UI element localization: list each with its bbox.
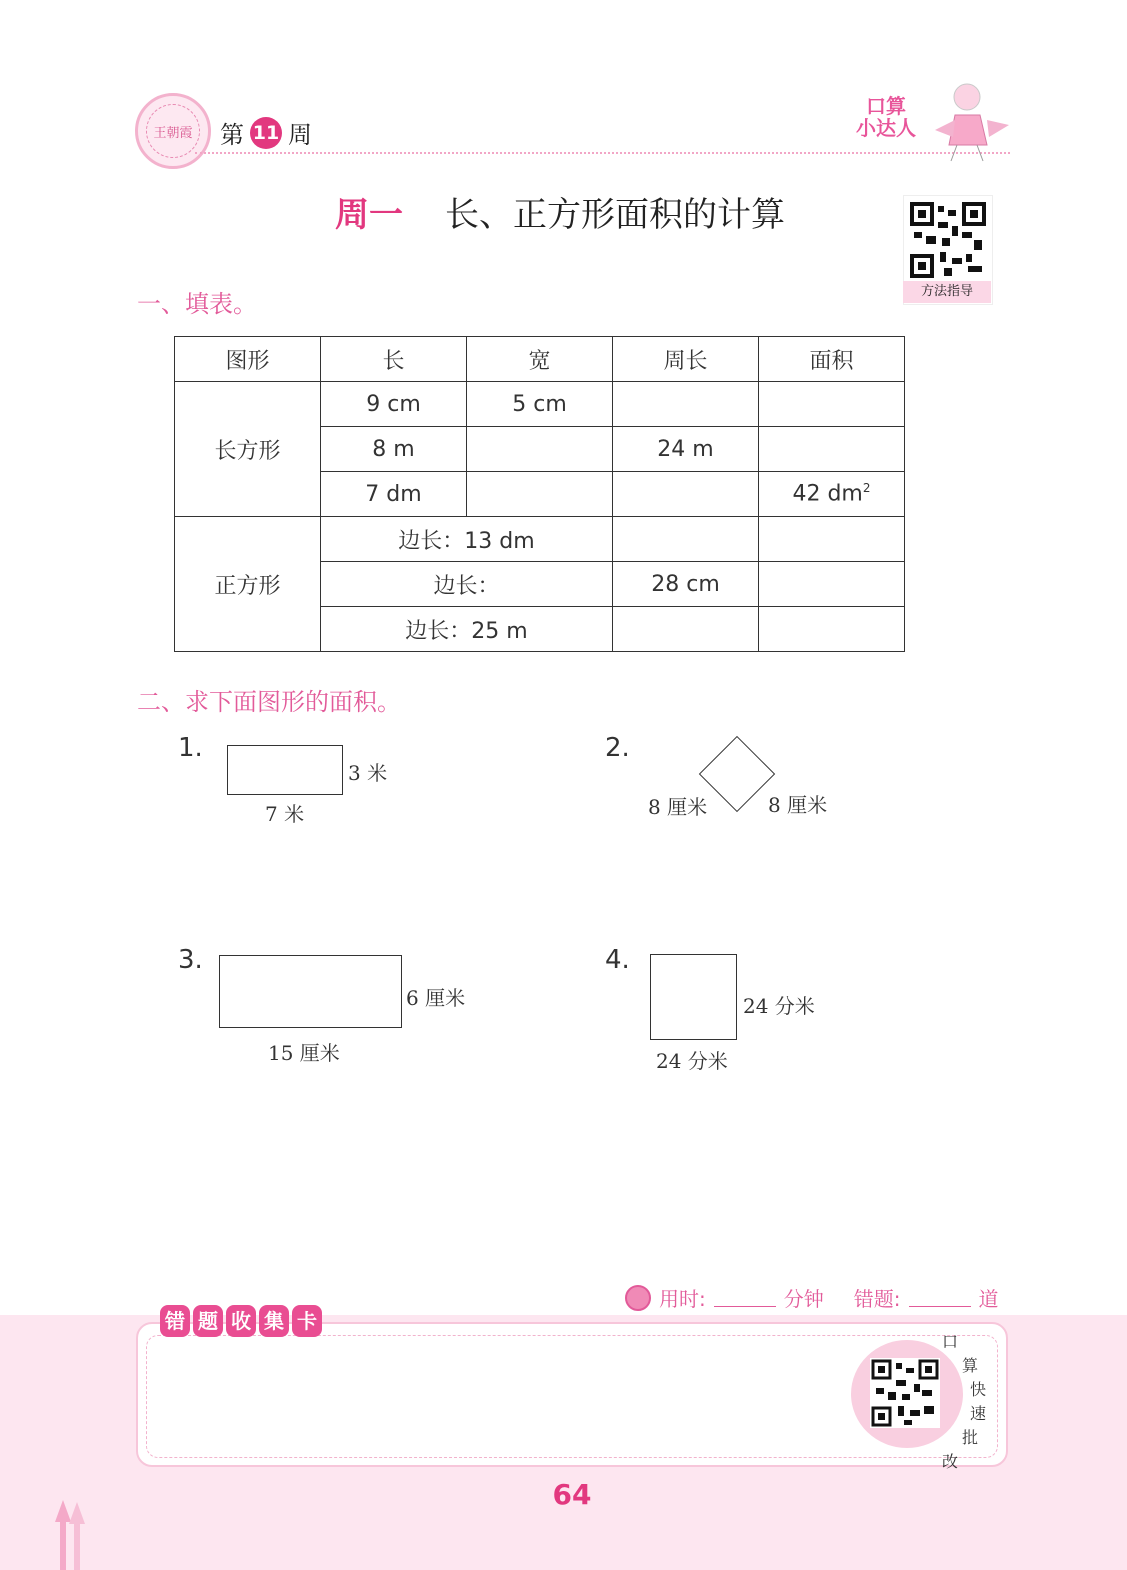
column-header: 长 <box>321 337 467 382</box>
mascot-illustration <box>925 75 1015 165</box>
time-label: 用时: <box>659 1287 706 1311</box>
page-number: 64 <box>552 1478 592 1511</box>
shape-label-square: 正方形 <box>175 517 321 652</box>
day-title: 周一 <box>335 195 403 235</box>
answer-cell[interactable] <box>759 562 905 607</box>
square-figure <box>650 954 737 1040</box>
answer-cell[interactable] <box>613 517 759 562</box>
arrow-up-icon <box>55 1500 89 1570</box>
brand-line1: 口算 <box>866 94 906 118</box>
table-cell: 边长：25 m <box>321 607 613 652</box>
answer-cell[interactable] <box>759 607 905 652</box>
answer-cell[interactable] <box>613 607 759 652</box>
time-unit: 分钟 <box>783 1287 824 1311</box>
width-label: 7 米 <box>265 802 305 826</box>
quick-grade-char: 速 <box>970 1404 987 1423</box>
problem-number: 1. <box>178 733 203 763</box>
table-cell: 8 m <box>321 427 467 472</box>
table-row <box>175 517 905 562</box>
side-label-right: 8 厘米 <box>768 793 828 817</box>
brand-line2: 小达人 <box>856 116 916 140</box>
section1-heading: 一、填表。 <box>137 290 257 318</box>
card-title-char: 错 <box>160 1305 190 1337</box>
quick-grade-char: 批 <box>962 1428 979 1447</box>
answer-cell[interactable] <box>467 472 613 517</box>
week-prefix: 第 <box>220 121 244 149</box>
rectangle-figure <box>227 745 343 795</box>
square-figure-rotated <box>699 736 775 812</box>
card-title-char: 收 <box>226 1305 256 1337</box>
week-number-badge: 11 <box>250 117 282 149</box>
area-value: 42 dm <box>792 481 863 507</box>
table-cell[interactable]: 边长： <box>321 562 613 607</box>
table-row <box>175 382 905 427</box>
quick-grade-char: 快 <box>970 1380 987 1399</box>
answer-cell[interactable] <box>467 427 613 472</box>
quick-grade-label <box>942 1330 986 1474</box>
answer-cell[interactable] <box>613 472 759 517</box>
week-label <box>220 115 312 150</box>
table-cell: 边长：13 dm <box>321 517 613 562</box>
brand-logo <box>852 95 920 145</box>
column-header: 面积 <box>759 337 905 382</box>
logo-text: 王朝霞 <box>146 104 200 158</box>
width-label: 24 分米 <box>656 1049 728 1073</box>
method-guide-label: 方法指导 <box>903 281 991 303</box>
answer-cell[interactable] <box>613 382 759 427</box>
section2-heading: 二、求下面图形的面积。 <box>137 688 401 716</box>
card-title-char: 集 <box>259 1305 289 1337</box>
table-cell: 9 cm <box>321 382 467 427</box>
column-header: 周长 <box>613 337 759 382</box>
quick-grade-char: 算 <box>962 1356 979 1375</box>
header-divider <box>195 152 1010 154</box>
card-title <box>160 1305 322 1337</box>
error-blank[interactable] <box>909 1288 971 1307</box>
column-header: 图形 <box>175 337 321 382</box>
card-title-char: 题 <box>193 1305 223 1337</box>
week-suffix: 周 <box>288 121 312 149</box>
side-label-left: 8 厘米 <box>648 795 708 819</box>
error-label: 错题: <box>853 1287 901 1311</box>
timer-row <box>625 1283 999 1312</box>
height-label: 3 米 <box>348 761 388 785</box>
column-header: 宽 <box>467 337 613 382</box>
stopwatch-icon <box>625 1285 651 1311</box>
problem-number: 4. <box>605 945 630 975</box>
error-unit: 道 <box>978 1287 999 1311</box>
area-exponent: 2 <box>862 481 871 496</box>
width-label: 15 厘米 <box>268 1041 340 1065</box>
table-cell <box>759 472 905 517</box>
card-title-char: 卡 <box>292 1305 322 1337</box>
table-cell: 5 cm <box>467 382 613 427</box>
rectangle-figure <box>219 955 402 1028</box>
height-label: 6 厘米 <box>406 986 466 1010</box>
answer-cell[interactable] <box>759 427 905 472</box>
qr-code-icon[interactable] <box>870 1358 940 1428</box>
topic-title: 长、正方形面积的计算 <box>445 195 785 235</box>
shape-label-rectangle: 长方形 <box>175 382 321 517</box>
fill-in-table <box>174 336 905 652</box>
table-header-row <box>175 337 905 382</box>
answer-cell[interactable] <box>759 517 905 562</box>
time-blank[interactable] <box>714 1288 776 1307</box>
table-cell: 7 dm <box>321 472 467 517</box>
logo-seal <box>135 93 211 169</box>
table-cell: 24 m <box>613 427 759 472</box>
height-label: 24 分米 <box>743 994 815 1018</box>
quick-grade-char: 改 <box>942 1452 959 1471</box>
quick-grade-char: 口 <box>942 1332 959 1351</box>
answer-cell[interactable] <box>759 382 905 427</box>
table-cell: 28 cm <box>613 562 759 607</box>
problem-number: 3. <box>178 945 203 975</box>
problem-number: 2. <box>605 733 630 763</box>
